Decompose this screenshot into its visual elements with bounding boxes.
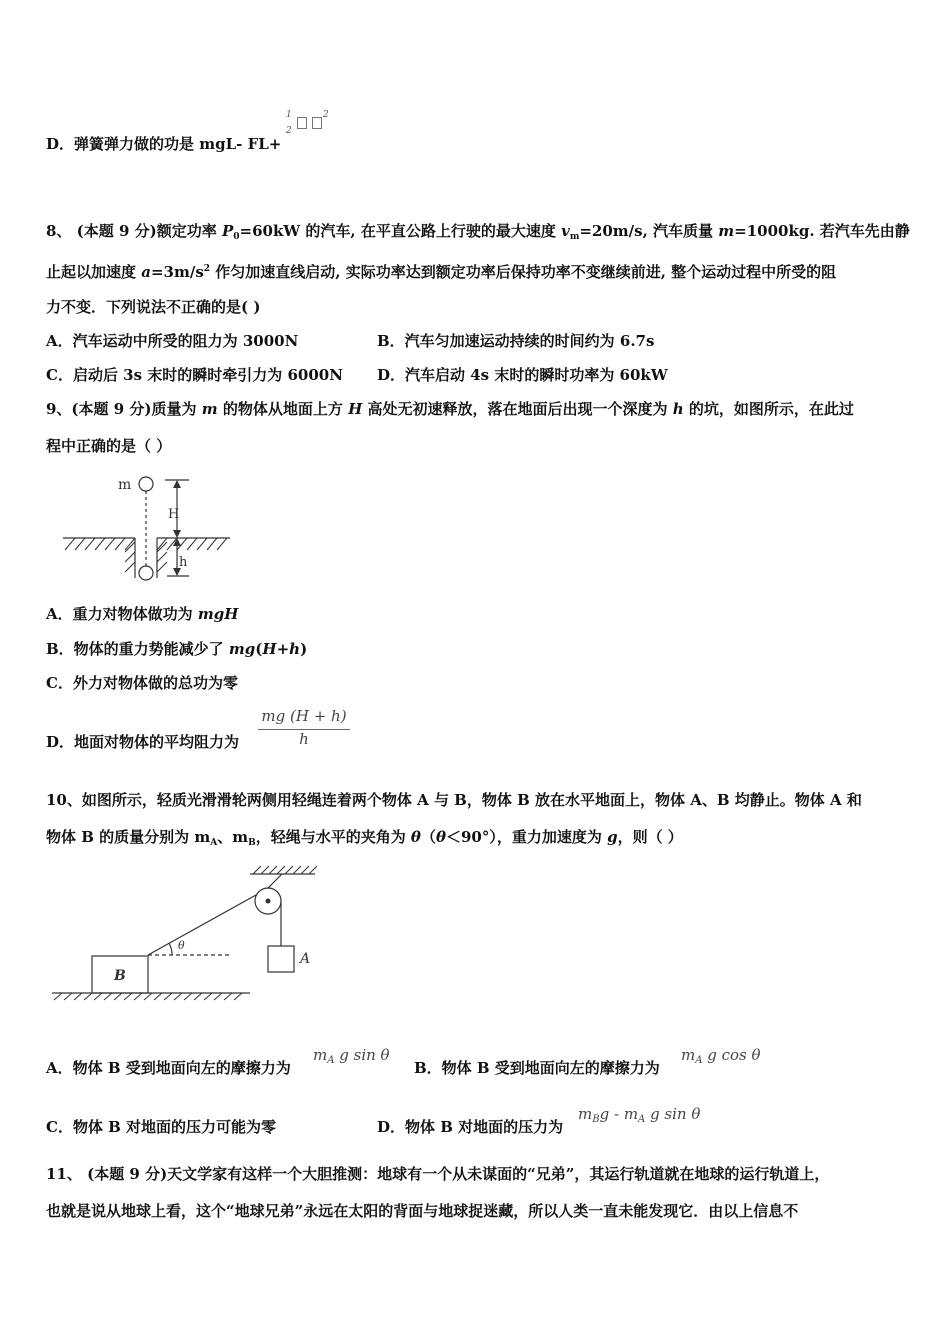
q9-option-d: D．地面对物体的平均阻力为: [46, 733, 240, 751]
q8-l1-P: P: [221, 222, 234, 240]
q9-optD-den: h: [299, 730, 309, 748]
q10-l2-d: （: [420, 828, 436, 846]
q7-fraction: [286, 110, 292, 136]
q8-l1-b: =60kW 的汽车, 在平直公路上行驶的最大速度: [239, 222, 562, 240]
q10-optA-rest: g sin θ: [339, 1046, 390, 1064]
q10-option-c: C．物体 B 对地面的压力可能为零: [46, 1118, 277, 1136]
q8-l1-a: 8、 (本题 9 分)额定功率: [46, 222, 222, 240]
q9-l1-a: 9、(本题 9 分)质量为: [46, 400, 202, 418]
q9-optD-num: mg (H + h): [261, 707, 347, 725]
q10-l2-c: ，轻绳与水平的夹角为: [255, 828, 411, 846]
q10-optD-m2: m: [623, 1105, 639, 1123]
q10-l2-e: ＜90°），重力加速度为: [445, 828, 608, 846]
q8-option-c: C．启动后 3s 末时的瞬时牵引力为 6000N: [46, 366, 343, 384]
q9-stem-line2: 程中正确的是（ ）: [46, 437, 172, 455]
q10-optD-sub1: B: [592, 1114, 600, 1125]
q9-optB-plus: +: [276, 640, 290, 658]
q10-optD-rest: g sin θ: [650, 1105, 701, 1123]
q10-pulley-figure: [50, 864, 340, 1004]
q10-option-d: D．物体 B 对地面的压力为: [377, 1118, 564, 1136]
q9-l1-d: 的坑，如图所示，在此过: [683, 400, 854, 418]
q7-box-glyphs: [297, 115, 322, 133]
q9-optA-expr: mgH: [197, 605, 239, 623]
q8-l2-b: =3m/s: [150, 263, 204, 281]
q9-option-c: C．外力对物体做的总功为零: [46, 674, 238, 692]
q9-fig-m: m: [118, 477, 132, 493]
q10-option-b: B．物体 B 受到地面向左的摩擦力为: [414, 1059, 660, 1077]
q9-stem-line1: [46, 399, 854, 419]
q9-optA-text: A．重力对物体做功为: [46, 605, 198, 623]
q10-stem-line1: 10、如图所示，轻质光滑滑轮两侧用轻绳连着两个物体 A 与 B，物体 B 放在水平地面上，物体 A、B 均静止。物体 A 和: [46, 791, 862, 809]
q9-l1-m: m: [201, 400, 218, 418]
q10-optA-sub: A: [327, 1055, 335, 1066]
q10-fig-A: A: [300, 951, 311, 967]
q9-fig-H: H: [168, 507, 180, 522]
q10-stem-line2: [46, 827, 683, 853]
q9-option-a: [46, 604, 238, 624]
q8-l1-c: =20m/s, 汽车质量: [579, 222, 719, 240]
q9-l1-h: h: [672, 400, 684, 418]
q10-optB-sub: A: [695, 1055, 703, 1066]
q8-l1-d: =1000kg. 若汽车先由静: [734, 222, 910, 240]
q8-l2-sup: 2: [203, 264, 211, 274]
q9-l1-b: 的物体从地面上方: [217, 400, 349, 418]
q9-optB-rp: ): [300, 640, 308, 658]
q9-optB-lp: (: [255, 640, 263, 658]
q8-l2-a: 止起以加速度: [46, 263, 142, 281]
q10-fig-theta: θ: [178, 939, 185, 952]
q10-l2-A: A: [210, 838, 218, 848]
q10-option-a: A．物体 B 受到地面向左的摩擦力为: [46, 1059, 291, 1077]
q9-optD-fraction: [258, 706, 350, 748]
q8-l2-c: 作匀加速直线启动, 实际功率达到额定功率后保持功率不变继续前进, 整个运动过程中所受的阻: [210, 263, 837, 281]
q10-optD-m1: m: [578, 1105, 593, 1123]
q9-option-b: [46, 639, 307, 659]
q9-l1-H: H: [348, 400, 363, 418]
q10-optB-m: m: [681, 1046, 696, 1064]
q8-l1-v: v: [561, 222, 570, 240]
q10-optA-expr: [313, 1046, 390, 1066]
q10-l2-f: ，则（ ）: [617, 828, 683, 846]
q10-l2-theta: θ: [410, 828, 421, 846]
missing-glyph-icon: [297, 117, 307, 129]
q11-stem-line2: 也就是说从地球上看，这个“地球兄弟”永远在太阳的背面与地球捉迷藏，所以人类一直未能发现它．由以上信息不: [46, 1202, 799, 1220]
q8-option-a: A．汽车运动中所受的阻力为 3000N: [46, 332, 299, 350]
q8-l1-m: m: [718, 222, 735, 240]
q10-l2-theta2: θ: [435, 828, 446, 846]
q7-box-sup: 2: [323, 110, 329, 120]
q10-optA-m: m: [313, 1046, 328, 1064]
q10-optB-expr: [681, 1046, 761, 1066]
q10-l2-a: 物体 B 的质量分别为 m: [46, 828, 211, 846]
q11-stem-line1: 11、 (本题 9 分)天文学家有这样一个大胆推测：地球有一个从未谋面的“兄弟”，其运行轨道就在地球的运行轨道上，: [46, 1165, 830, 1183]
q9-l1-c: 高处无初速释放，落在地面后出现一个深度为: [362, 400, 673, 418]
q8-stem-line1: [46, 221, 910, 247]
q9-optB-text: B．物体的重力势能减少了: [46, 640, 229, 658]
q10-optD-sub2: A: [638, 1114, 646, 1125]
q10-l2-g: g: [607, 828, 618, 846]
q8-stem-line2: [46, 259, 836, 282]
q10-l2-b: 、m: [217, 828, 249, 846]
q8-l1-v-sub: m: [569, 232, 580, 242]
q9-optB-h: h: [289, 640, 301, 658]
q7-frac-den: 2: [286, 126, 292, 136]
q10-l2-B: B: [248, 838, 256, 848]
q10-optB-rest: g cos θ: [707, 1046, 761, 1064]
q8-l1-P-sub: 0: [233, 232, 240, 242]
q10-optD-mid: g -: [599, 1105, 624, 1123]
q8-option-b: B．汽车匀加速运动持续的时间约为 6.7s: [377, 332, 655, 350]
q10-fig-B: B: [114, 968, 126, 984]
q9-optB-mg: mg: [228, 640, 256, 658]
q8-option-d: D．汽车启动 4s 末时的瞬时功率为 60kW: [377, 366, 668, 384]
q9-optB-H: H: [262, 640, 277, 658]
q7-option-d-text: D．弹簧弹力做的功是 mgL- FL+: [46, 135, 282, 153]
q8-stem-line3: 力不变．下列说法不正确的是( ): [46, 298, 261, 316]
q9-fig-h: h: [179, 555, 188, 570]
q7-option-d: [46, 134, 281, 154]
q7-frac-num: 1: [286, 110, 292, 120]
q9-pit-figure: [55, 468, 255, 588]
q10-optD-expr: [578, 1105, 700, 1125]
missing-glyph-icon: [312, 117, 322, 129]
q8-l2-acc: a: [141, 263, 151, 281]
